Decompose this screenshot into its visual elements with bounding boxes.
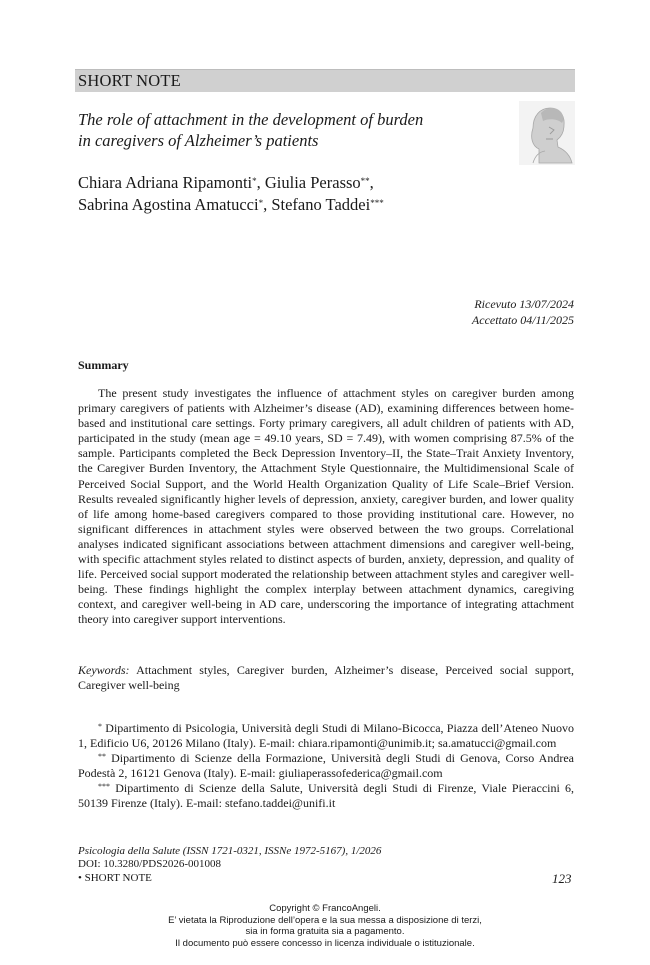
author-name: Stefano Taddei bbox=[271, 195, 371, 214]
abstract-text: The present study investigates the influence of attachment styles on caregiver burden among primary caregivers of patients with Alzheimer’s disease (AD), examining differences between home-based and institutional care settings. Forty primary caregivers, all adult children of patients with AD, participated in the study (mean age = 49.10 years, SD = 7.49), with women comprising 87.5% of the sample. Participants completed the Beck Depression Inventory–II, the State–Trait Anxiety Inventory, the Caregiver Burden Inventory, the Attachment Style Questionnaire, the Multidimensional Scale of Perceived Social Support, and the World Health Organization Quality of Life Scale–Brief Version. Results revealed significantly higher levels of depression, anxiety, caregiver burden, and lower quality of life among home-based caregivers compared to those providing institutional care. However, no significant differences in attachment styles were observed between the two groups. Correlational analyses indicated significant associations between attachment dimensions and caregiver well-being, with specific attachment styles related to distinct aspects of burden, anxiety, depression, and quality of life. Perceived social support moderated the relationship between attachment styles and caregiver well-being. These findings highlight the complex interplay between attachment dynamics, caregiving context, and caregiver well-being in AD care, underscoring the importance of integrating attachment theory into caregiver support interventions. bbox=[78, 386, 574, 627]
copyright-notice bbox=[0, 903, 650, 949]
affiliation-text: Dipartimento di Psicologia, Università degli Studi di Milano-Bicocca, Piazza dell’Ateneo Nuovo 1, Edificio U6, 20126 Milano (Italy). E-mail: chiara.ripamonti@unimib.it; sa.amatucci@gmail.com bbox=[78, 721, 574, 751]
authors-line-1: Chiara Adriana Ripamonti*, Giulia Perasso**, bbox=[78, 173, 374, 192]
affiliation-marker: * bbox=[252, 176, 257, 186]
section-marker: • SHORT NOTE bbox=[78, 872, 152, 884]
author-list bbox=[78, 172, 538, 216]
keywords-text: Attachment styles, Caregiver burden, Alzheimer’s disease, Perceived social support, Caregiver well-being bbox=[78, 663, 575, 693]
accepted-date: Accettato 04/11/2025 bbox=[471, 313, 574, 327]
affiliation-3 bbox=[78, 781, 574, 811]
copyright-line-3: sia in forma gratuita sia a pagamento. bbox=[245, 926, 405, 937]
affiliation-text: Dipartimento di Scienze della Formazione, Università degli Studi di Genova, Corso Andrea Podestà 2, 16121 Genova (Italy). E-mail: giuliaperassofederica@gmail.com bbox=[78, 751, 574, 781]
submission-dates bbox=[472, 296, 574, 328]
affiliations bbox=[78, 721, 574, 812]
summary-heading: Summary bbox=[78, 358, 129, 372]
title-line-2: in caregivers of Alzheimer’s patients bbox=[78, 131, 319, 150]
author-name: Sabrina Agostina Amatucci bbox=[78, 195, 259, 214]
page-number: 123 bbox=[552, 871, 572, 886]
affiliation-2 bbox=[78, 751, 574, 781]
section-label: SHORT NOTE bbox=[78, 71, 181, 90]
copyright-line-2: E’ vietata la Riproduzione dell’opera e la sua messa a disposizione di terzi, bbox=[168, 914, 482, 926]
affiliation-marker: *** bbox=[370, 198, 384, 208]
affiliation-marker: *** bbox=[98, 782, 110, 792]
authors-line-2: Sabrina Agostina Amatucci*, Stefano Taddei*** bbox=[78, 195, 384, 214]
affiliation-text: Dipartimento di Scienze della Salute, Università degli Studi di Firenze, Viale Pieraccini 6, 50139 Firenze (Italy). E-mail: stefano.taddei@unifi.it bbox=[78, 781, 575, 811]
author-name: Giulia Perasso bbox=[264, 173, 361, 192]
keywords-label: Keywords: bbox=[78, 663, 130, 677]
keywords bbox=[78, 663, 574, 693]
affiliation-1 bbox=[78, 721, 574, 751]
affiliation-marker: ** bbox=[98, 752, 106, 762]
author-name: Chiara Adriana Ripamonti bbox=[78, 173, 253, 192]
copyright-line-4: Il documento può essere concesso in licenza individuale o istituzionale. bbox=[175, 937, 475, 949]
doi: DOI: 10.3280/PDS2026-001008 bbox=[78, 858, 222, 870]
title-line-1: The role of attachment in the development of burden bbox=[78, 110, 424, 129]
journal-citation: Psicologia della Salute (ISSN 1721-0321, ISSNe 1972-5167), 1/2026 bbox=[78, 845, 382, 857]
received-date: Ricevuto 13/07/2024 bbox=[474, 297, 574, 311]
article-title bbox=[78, 109, 498, 151]
affiliation-marker: * bbox=[258, 198, 264, 208]
affiliation-marker: * bbox=[98, 722, 102, 731]
journal-logo-portrait bbox=[519, 101, 575, 165]
affiliation-marker: ** bbox=[360, 176, 370, 186]
section-header-bar bbox=[75, 69, 575, 92]
copyright-line-1: Copyright © FrancoAngeli. bbox=[269, 903, 381, 914]
